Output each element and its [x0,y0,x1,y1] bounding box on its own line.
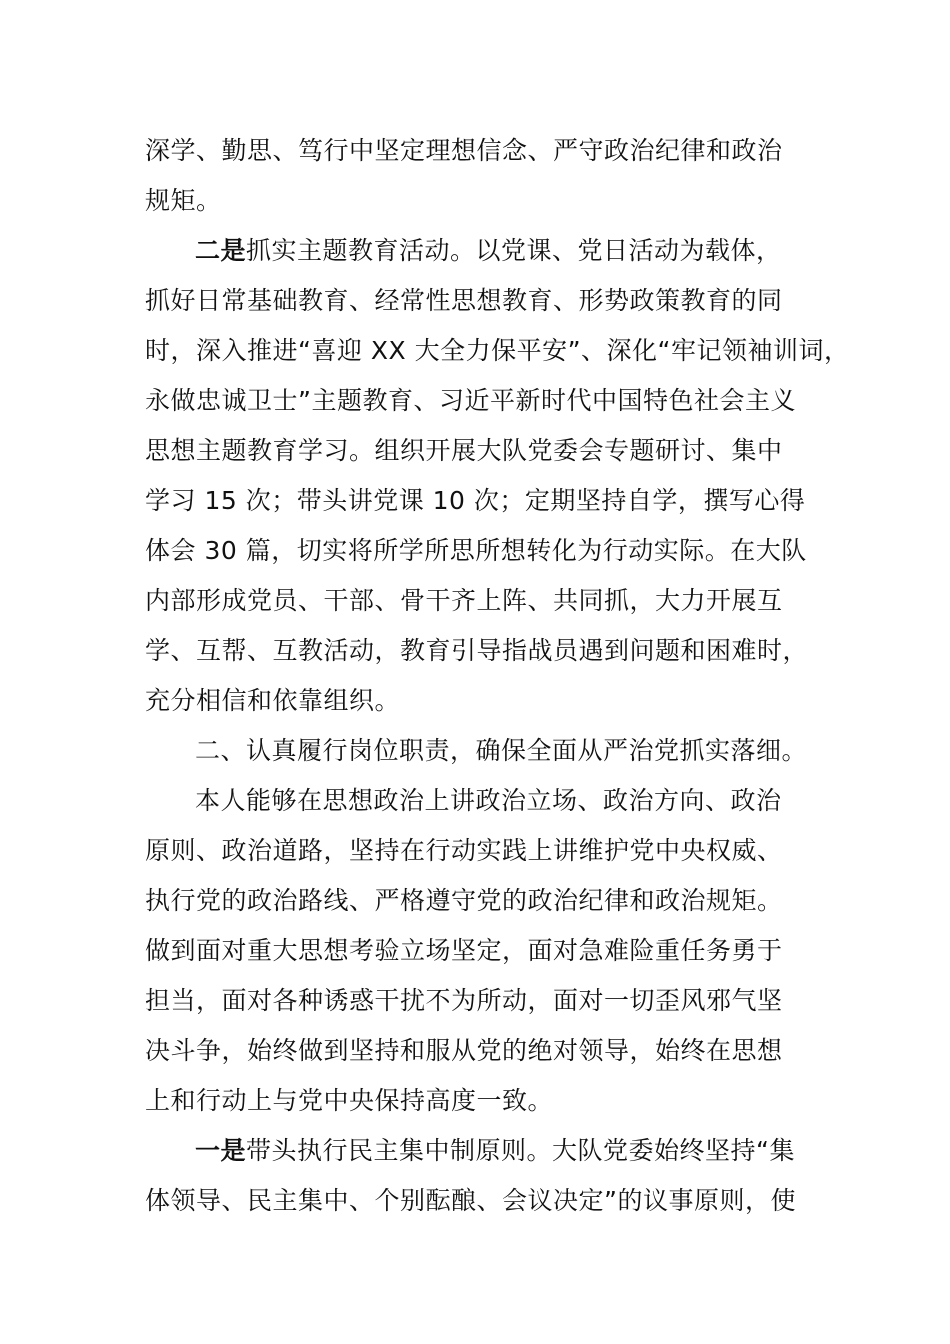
text-line: 抓好日常基础教育、经常性思想教育、形势政策教育的同 [145,286,783,315]
section-heading: 二、认真履行岗位职责，确保全面从严治党抓实落细。 [195,736,808,765]
text-line: 原则、政治道路，坚持在行动实践上讲维护党中央权威、 [145,836,783,865]
text-line: 体会 30 篇，切实将所学所思所想转化为行动实际。在大队 [145,536,807,565]
text-line: 做到面对重大思想考验立场坚定，面对急难险重任务勇于 [145,936,783,965]
text-line: 规矩。 [145,186,222,215]
text-line: 时，深入推进“喜迎 XX 大全力保平安”、深化“牢记领袖训词， [145,336,850,365]
text-line: 抓实主题教育活动。以党课、党日活动为载体， [246,236,782,265]
paragraph-lead: 二是 [195,236,247,265]
paragraph-lead: 一是 [195,1136,247,1165]
text-line: 担当，面对各种诱惑干扰不为所动，面对一切歪风邪气坚 [145,986,783,1015]
text-line: 思想主题教育学习。组织开展大队党委会专题研讨、集中 [145,436,783,465]
text-line: 带头执行民主集中制原则。大队党委始终坚持“集 [246,1136,795,1165]
text-line: 学习 15 次；带头讲党课 10 次；定期坚持自学，撰写心得 [145,486,806,515]
text-line: 学、互帮、互教活动，教育引导指战员遇到问题和困难时， [145,636,809,665]
text-line: 深学、勤思、笃行中坚定理想信念、严守政治纪律和政治 [145,136,783,165]
text-line: 充分相信和依靠组织。 [145,686,401,715]
text-line: 永做忠诚卫士”主题教育、习近平新时代中国特色社会主义 [145,386,796,415]
text-line: 上和行动上与党中央保持高度一致。 [145,1086,554,1115]
text-line: 内部形成党员、干部、骨干齐上阵、共同抓，大力开展互 [145,586,783,615]
text-line: 执行党的政治路线、严格遵守党的政治纪律和政治规矩。 [145,886,783,915]
text-line: 体领导、民主集中、个别酝酿、会议决定”的议事原则，使 [145,1186,796,1215]
paragraph-lead-line [195,1136,795,1166]
paragraph-lead-line [195,236,782,266]
text-line: 本人能够在思想政治上讲政治立场、政治方向、政治 [195,786,782,815]
text-line: 决斗争，始终做到坚持和服从党的绝对领导，始终在思想 [145,1036,783,1065]
